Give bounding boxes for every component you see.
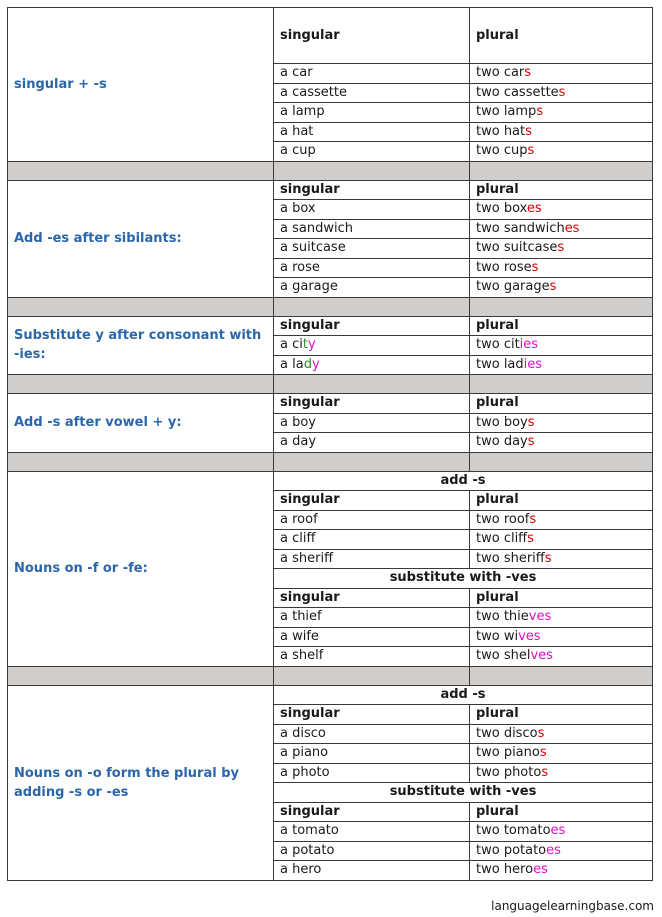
plural-cell: two thieves bbox=[470, 608, 653, 628]
singular-header: singular bbox=[274, 394, 470, 414]
singular-cell: a wife bbox=[274, 627, 470, 647]
plural-cell: two roses bbox=[470, 258, 653, 278]
separator-row bbox=[8, 161, 653, 180]
singular-cell: a thief bbox=[274, 608, 470, 628]
plural-header: plural bbox=[470, 588, 653, 608]
plural-ending: s bbox=[524, 65, 532, 81]
subheader-substitute-ves: substitute with -ves bbox=[274, 783, 653, 803]
singular-cell: a sandwich bbox=[274, 219, 470, 239]
plural-cell: two photos bbox=[470, 763, 653, 783]
category-add-es-sibilants: Add -es after sibilants: bbox=[8, 180, 274, 297]
plural-cell: two tomatoes bbox=[470, 822, 653, 842]
plural-ending: s bbox=[537, 725, 545, 741]
plural-ending: s bbox=[558, 84, 566, 100]
category-vowel-y: Add -s after vowel + y: bbox=[8, 394, 274, 453]
singular-cell: a hat bbox=[274, 122, 470, 142]
singular-header: singular bbox=[274, 8, 470, 64]
plural-cell: two roofs bbox=[470, 510, 653, 530]
plural-ending: s bbox=[536, 104, 544, 120]
separator-row bbox=[8, 297, 653, 316]
plural-ending: es bbox=[526, 201, 542, 217]
subheader-add-s: add -s bbox=[274, 471, 653, 491]
plural-ending: s bbox=[531, 259, 539, 275]
plural-header: plural bbox=[470, 705, 653, 725]
singular-cell: a suitcase bbox=[274, 239, 470, 259]
singular-cell: a potato bbox=[274, 841, 470, 861]
singular-cell: a sheriff bbox=[274, 549, 470, 569]
singular-header: singular bbox=[274, 316, 470, 336]
singular-cell: a photo bbox=[274, 763, 470, 783]
plural-ending: ies bbox=[523, 356, 543, 372]
plural-cell: two garages bbox=[470, 278, 653, 298]
singular-cell: a car bbox=[274, 64, 470, 84]
plural-cell: two cliffs bbox=[470, 530, 653, 550]
plural-cell: two sheriffs bbox=[470, 549, 653, 569]
plural-cell: two cities bbox=[470, 336, 653, 356]
plural-ending: s bbox=[544, 550, 552, 566]
singular-cell: a city bbox=[274, 336, 470, 356]
category-y-to-ies: Substitute y after consonant with -ies: bbox=[8, 316, 274, 375]
category-o-ending: Nouns on -o form the plural by adding -s or -es bbox=[8, 685, 274, 880]
consonant-letter: d bbox=[303, 356, 312, 372]
singular-cell: a tomato bbox=[274, 822, 470, 842]
plural-ending: s bbox=[527, 414, 535, 430]
singular-cell: a cassette bbox=[274, 83, 470, 103]
y-letter: y bbox=[307, 337, 316, 353]
plural-cell: two cassettes bbox=[470, 83, 653, 103]
singular-cell: a day bbox=[274, 433, 470, 453]
consonant-letter: t bbox=[302, 337, 308, 353]
plural-ending: ies bbox=[519, 337, 539, 353]
plural-ending: es bbox=[564, 220, 580, 236]
plural-rules-table bbox=[7, 7, 653, 881]
plural-ending: es bbox=[550, 823, 566, 839]
plural-ending: es bbox=[533, 862, 548, 878]
plural-ending: s bbox=[527, 143, 535, 159]
plural-cell: two wives bbox=[470, 627, 653, 647]
plural-ending: s bbox=[525, 123, 532, 139]
singular-cell: a shelf bbox=[274, 647, 470, 667]
plural-header: plural bbox=[470, 394, 653, 414]
plural-cell: two sandwiches bbox=[470, 219, 653, 239]
plural-ending: ves bbox=[530, 648, 553, 664]
plural-ending: es bbox=[546, 842, 561, 858]
plural-header: plural bbox=[470, 316, 653, 336]
singular-header: singular bbox=[274, 180, 470, 200]
singular-cell: a rose bbox=[274, 258, 470, 278]
plural-cell: two lamps bbox=[470, 103, 653, 123]
subheader-add-s: add -s bbox=[274, 685, 653, 705]
plural-cell: two shelves bbox=[470, 647, 653, 667]
plural-cell: two discos bbox=[470, 724, 653, 744]
plural-ending: s bbox=[539, 745, 547, 761]
plural-cell: two boxes bbox=[470, 200, 653, 220]
plural-ending: s bbox=[549, 279, 557, 295]
singular-header: singular bbox=[274, 802, 470, 822]
category-f-fe: Nouns on -f or -fe: bbox=[8, 471, 274, 666]
singular-cell: a cliff bbox=[274, 530, 470, 550]
category-singular-plus-s: singular + -s bbox=[8, 8, 274, 162]
singular-cell: a box bbox=[274, 200, 470, 220]
plural-ending: ves bbox=[518, 628, 541, 644]
singular-cell: a lamp bbox=[274, 103, 470, 123]
singular-cell: a disco bbox=[274, 724, 470, 744]
plural-cell: two cars bbox=[470, 64, 653, 84]
y-letter: y bbox=[311, 356, 320, 372]
singular-cell: a roof bbox=[274, 510, 470, 530]
plural-ending: ves bbox=[528, 609, 552, 625]
plural-cell: two pianos bbox=[470, 744, 653, 764]
separator-row bbox=[8, 452, 653, 471]
singular-cell: a hero bbox=[274, 861, 470, 881]
singular-header: singular bbox=[274, 491, 470, 511]
plural-cell: two potatoes bbox=[470, 841, 653, 861]
site-watermark: languagelearningbase.com bbox=[491, 899, 654, 913]
plural-header: plural bbox=[470, 8, 653, 64]
plural-cell: two cups bbox=[470, 142, 653, 162]
plural-cell: two ladies bbox=[470, 355, 653, 375]
plural-header: plural bbox=[470, 802, 653, 822]
plural-cell: two suitcases bbox=[470, 239, 653, 259]
plural-ending: s bbox=[527, 531, 534, 547]
plural-ending: s bbox=[527, 434, 535, 450]
singular-cell: a garage bbox=[274, 278, 470, 298]
plural-cell: two boys bbox=[470, 413, 653, 433]
singular-header: singular bbox=[274, 588, 470, 608]
singular-header: singular bbox=[274, 705, 470, 725]
plural-ending: s bbox=[557, 240, 565, 256]
subheader-substitute-ves: substitute with -ves bbox=[274, 569, 653, 589]
singular-cell: a cup bbox=[274, 142, 470, 162]
plural-cell: two days bbox=[470, 433, 653, 453]
plural-cell: two hats bbox=[470, 122, 653, 142]
plural-ending: s bbox=[541, 764, 549, 780]
singular-cell: a lady bbox=[274, 355, 470, 375]
plural-header: plural bbox=[470, 491, 653, 511]
separator-row bbox=[8, 666, 653, 685]
plural-header: plural bbox=[470, 180, 653, 200]
plural-cell: two heroes bbox=[470, 861, 653, 881]
plural-ending: s bbox=[529, 511, 537, 527]
singular-cell: a piano bbox=[274, 744, 470, 764]
singular-cell: a boy bbox=[274, 413, 470, 433]
separator-row bbox=[8, 375, 653, 394]
